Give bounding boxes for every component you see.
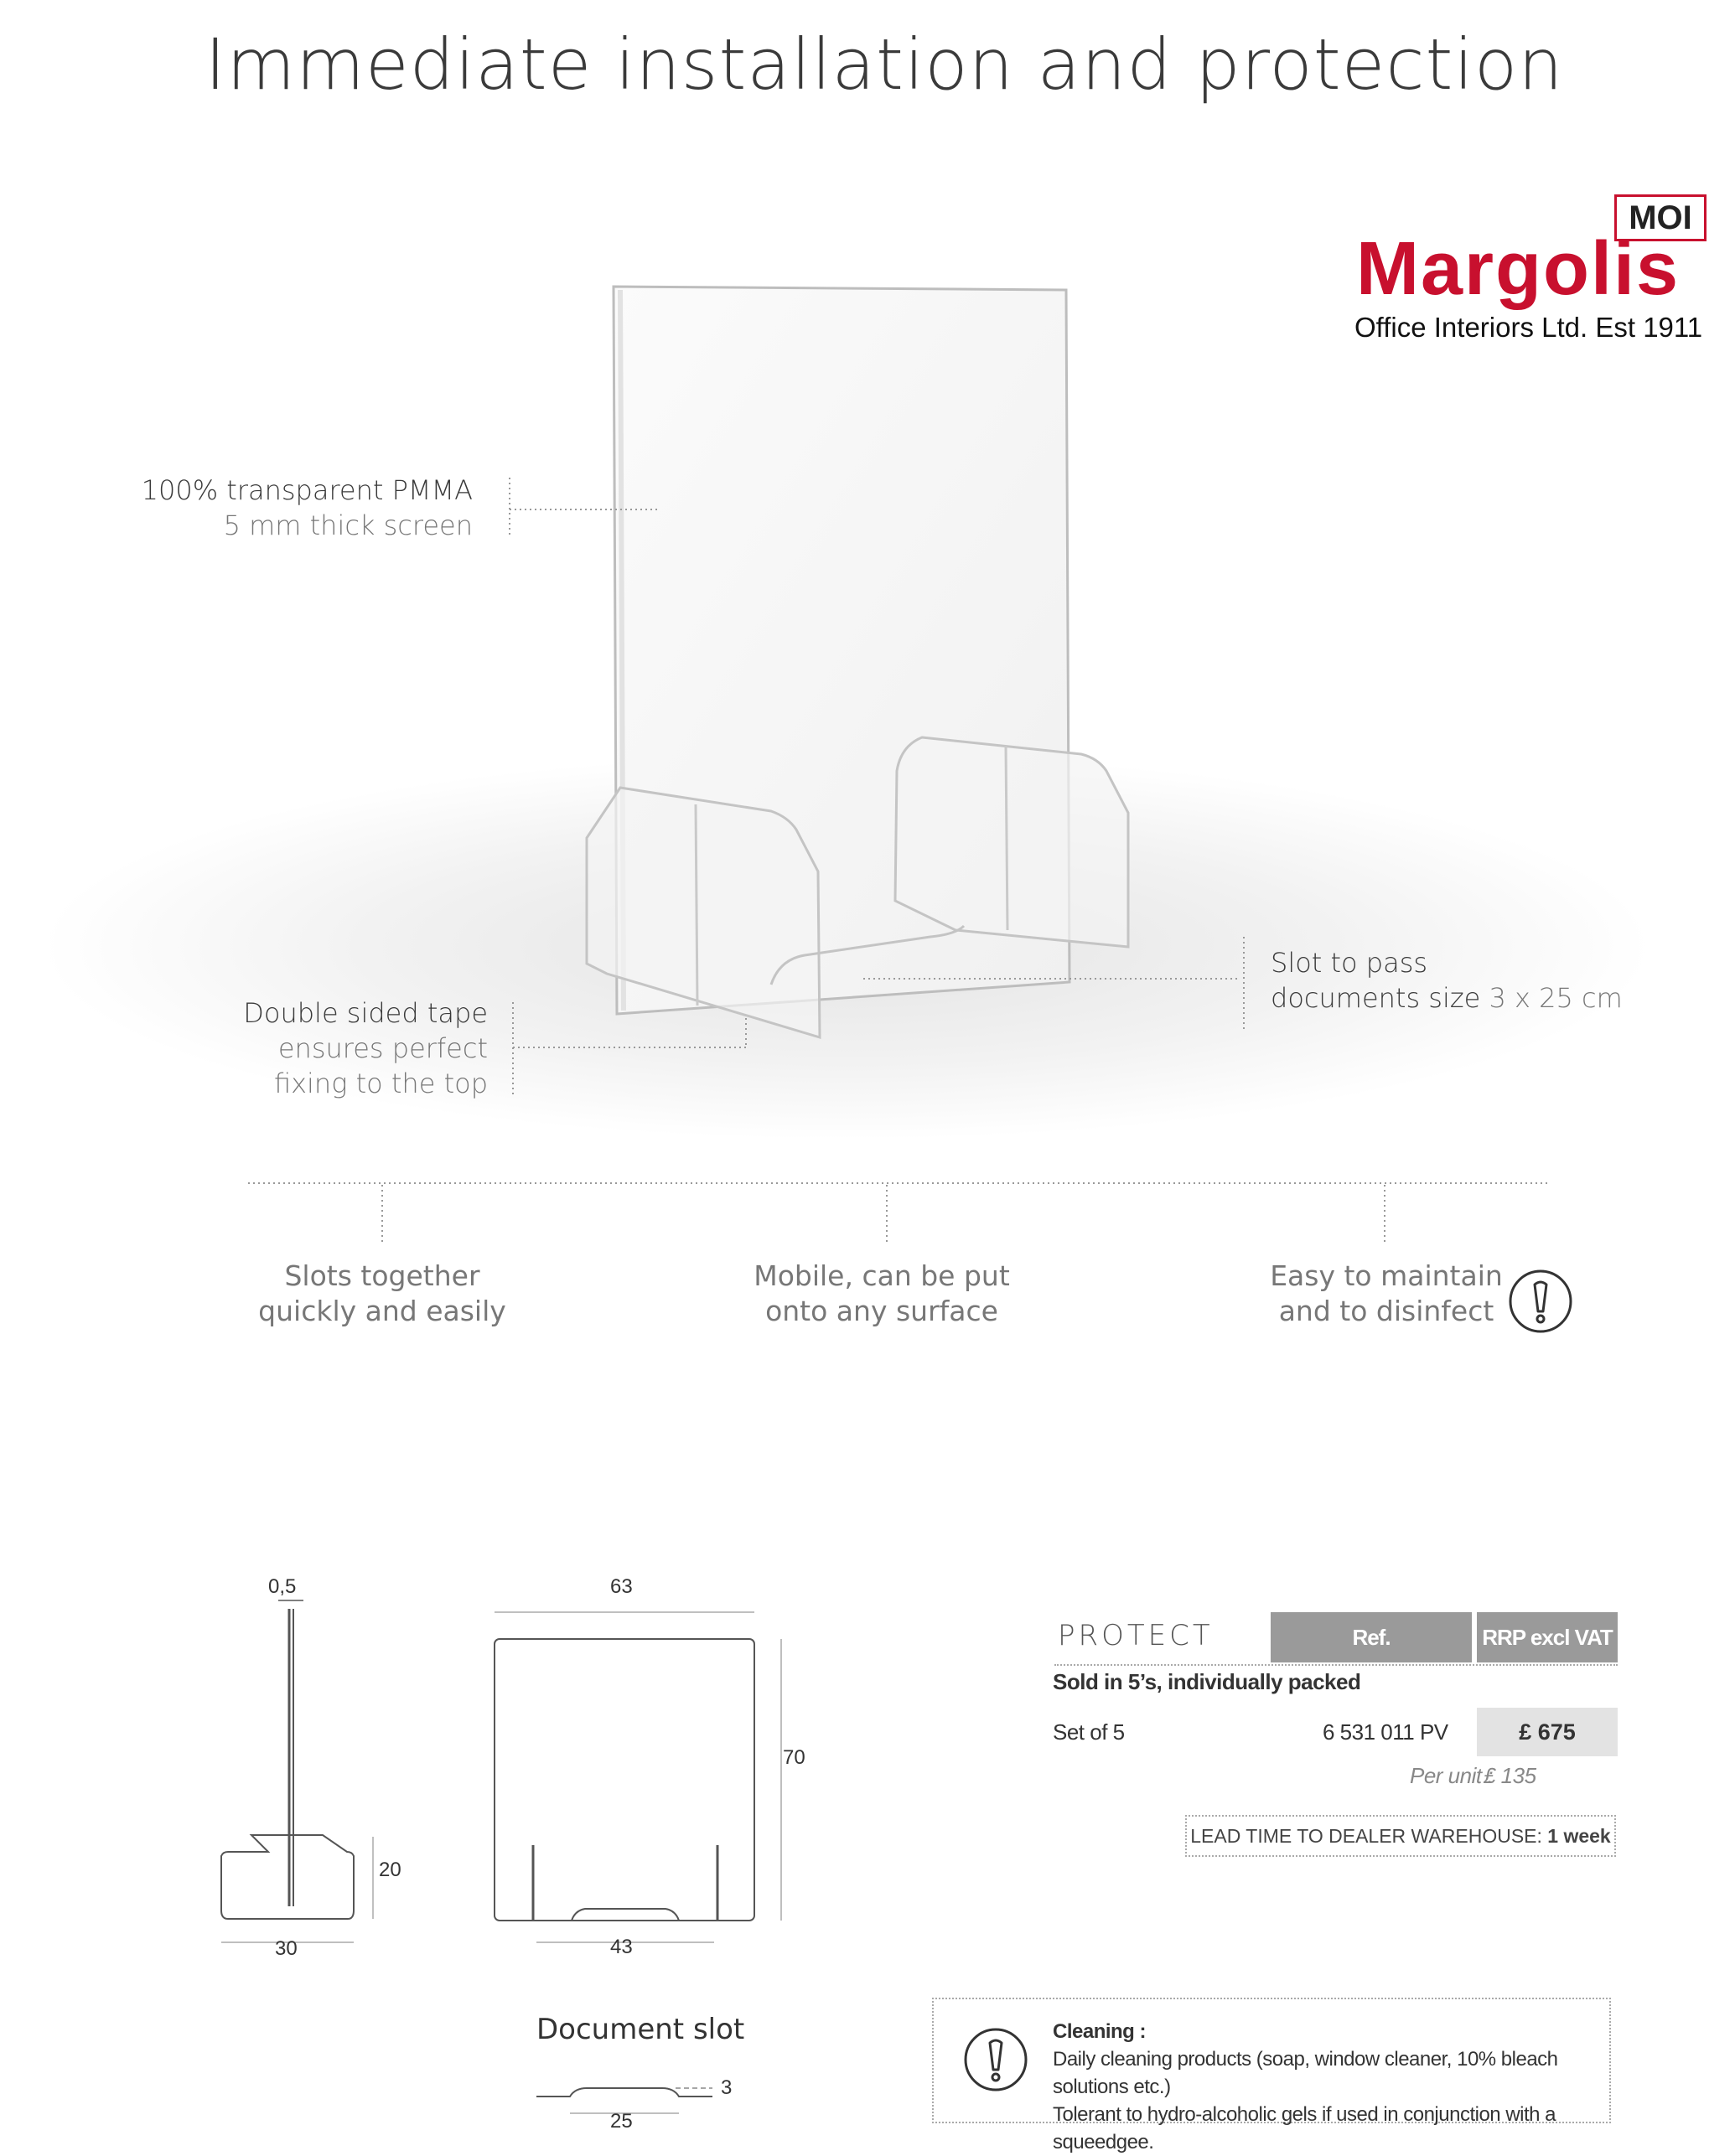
dim-front-base: 43 — [610, 1936, 633, 1958]
tape-callout — [168, 995, 488, 1101]
pmma-line2: 5 mm thick screen — [223, 509, 473, 541]
col-ref-header: Ref. — [1271, 1612, 1472, 1662]
slot-line2b: 3 x 25 cm — [1489, 982, 1623, 1014]
lead-time-label: LEAD TIME TO DEALER WAREHOUSE: — [1190, 1824, 1542, 1847]
item-ref: 6 531 011 PV — [1323, 1719, 1448, 1745]
slot-callout — [1271, 945, 1623, 1016]
dim-front-height: 70 — [783, 1746, 805, 1769]
sold-note: Sold in 5’s, individually packed — [1053, 1669, 1361, 1694]
feature-slots-together — [215, 1259, 550, 1329]
tape-line1: Double sided tape — [243, 997, 488, 1029]
document-slot-title: Document slot — [536, 2013, 745, 2046]
table-divider — [1054, 1664, 1618, 1666]
dim-side-thickness: 0,5 — [268, 1575, 297, 1598]
slot-line1: Slot to pass — [1271, 947, 1428, 979]
cleaning-title: Cleaning : — [1053, 2020, 1147, 2043]
cleaning-line2: Tolerant to hydro-alcoholic gels if used in conjunction with a squeedgee. — [1053, 2103, 1556, 2153]
per-unit-price: £ 135 — [1484, 1763, 1536, 1788]
dim-slot-height: 3 — [721, 2076, 733, 2099]
dim-side-height: 20 — [379, 1859, 401, 1881]
lead-time-box — [1185, 1815, 1616, 1857]
tape-line2: ensures perfect — [277, 1032, 488, 1064]
col-price-header: RRP excl VAT — [1477, 1612, 1618, 1662]
logo-subtitle: Office Interiors Ltd. Est 1911 — [1354, 312, 1703, 343]
item-price: £ 675 — [1477, 1708, 1618, 1756]
feature-1-line1: Slots together — [284, 1259, 480, 1292]
dim-front-width: 63 — [610, 1575, 633, 1598]
cleaning-line1: Daily cleaning products (soap, window cleaner, 10% bleach solutions etc.) — [1053, 2048, 1558, 2098]
feature-3-line1: Easy to maintain — [1270, 1259, 1503, 1292]
feature-3-line2: and to disinfect — [1278, 1295, 1494, 1327]
exclamation-circle-icon — [962, 2026, 1029, 2093]
slot-line2a: documents size — [1271, 982, 1481, 1014]
feature-mobile — [714, 1259, 1049, 1329]
feature-1-line2: quickly and easily — [258, 1295, 506, 1327]
dim-slot-width: 25 — [610, 2110, 633, 2133]
per-unit-label: Per unit : — [1410, 1763, 1494, 1788]
pmma-line1: 100% transparent PMMA — [141, 474, 473, 506]
feature-easy-maintain — [1219, 1259, 1554, 1329]
logo-badge: MOI — [1614, 194, 1707, 241]
technical-drawings — [210, 1575, 847, 2128]
pmma-callout — [126, 473, 473, 543]
feature-2-line1: Mobile, can be put — [754, 1259, 1010, 1292]
page-title: Immediate installation and protection — [205, 23, 1564, 106]
logo-name: Margolis — [1356, 227, 1681, 311]
tape-line3: fixing to the top — [273, 1068, 488, 1099]
dim-side-width: 30 — [275, 1937, 298, 1960]
cleaning-text — [1053, 2018, 1606, 2156]
exclamation-circle-icon — [1507, 1268, 1574, 1335]
lead-time-value: 1 week — [1547, 1824, 1611, 1847]
feature-2-line2: onto any surface — [765, 1295, 998, 1327]
item-label: Set of 5 — [1053, 1719, 1125, 1745]
product-brand: PROTECT — [1058, 1619, 1214, 1652]
